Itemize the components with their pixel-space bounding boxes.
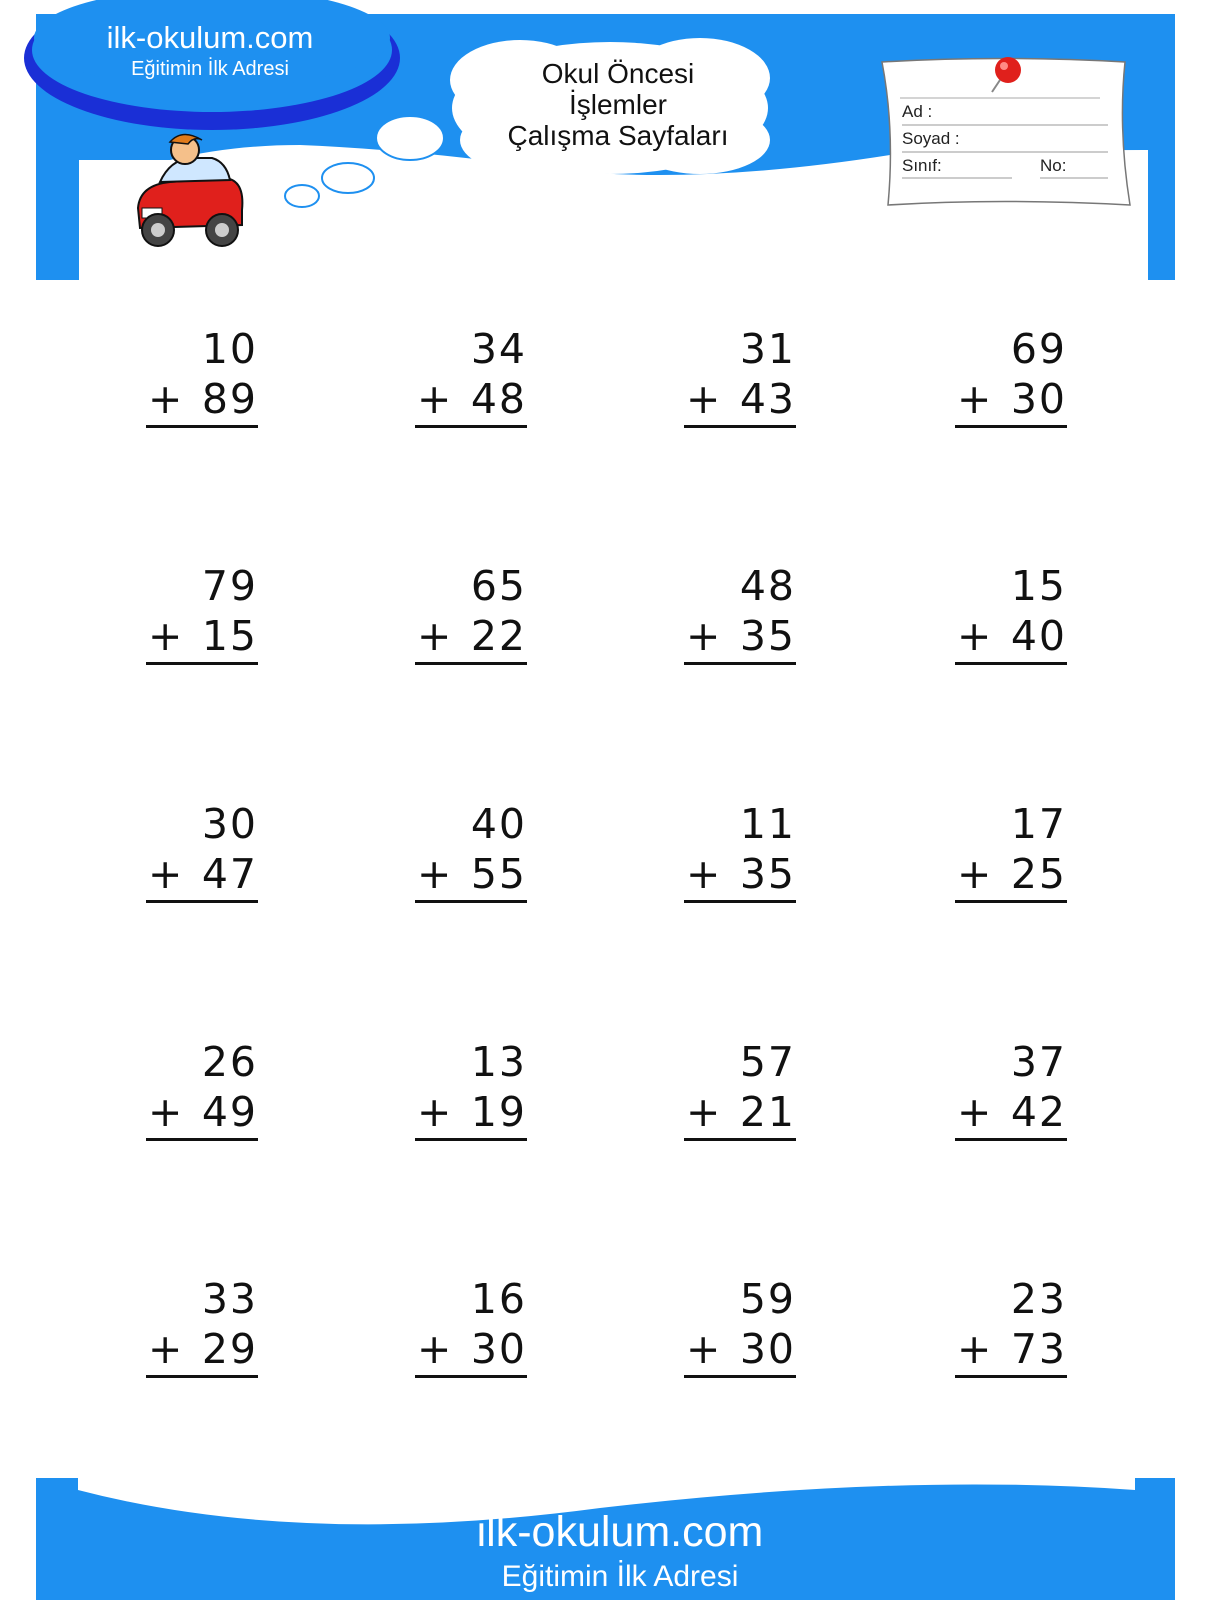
sum-line <box>955 900 1067 903</box>
addition-problem <box>955 1275 1067 1385</box>
number-label: No: <box>1040 156 1067 175</box>
first-addend: 65 <box>470 562 527 610</box>
second-addend: 25 <box>1010 850 1067 898</box>
second-addend: 47 <box>201 850 258 898</box>
plus-sign: + <box>686 850 721 898</box>
first-addend: 11 <box>739 800 796 848</box>
sum-line <box>146 425 258 428</box>
addition-problem <box>415 325 527 435</box>
addition-problem <box>955 1038 1067 1148</box>
first-addend: 10 <box>201 325 258 373</box>
addition-problem <box>415 562 527 672</box>
first-addend: 30 <box>201 800 258 848</box>
first-addend: 26 <box>201 1038 258 1086</box>
addition-problem <box>684 1275 796 1385</box>
second-addend: 55 <box>470 850 527 898</box>
name-label: Ad : <box>902 102 933 121</box>
second-addend: 49 <box>201 1088 258 1136</box>
addition-problem <box>415 1038 527 1148</box>
first-addend: 16 <box>470 1275 527 1323</box>
sum-line <box>415 1375 527 1378</box>
addition-problem <box>146 562 258 672</box>
first-addend: 79 <box>201 562 258 610</box>
plus-sign: + <box>686 1088 721 1136</box>
class-label: Sınıf: <box>902 156 942 175</box>
plus-sign: + <box>957 1325 992 1373</box>
second-addend: 30 <box>470 1325 527 1373</box>
addition-problem <box>684 562 796 672</box>
addition-problem <box>415 1275 527 1385</box>
first-addend: 33 <box>201 1275 258 1323</box>
sum-line <box>415 900 527 903</box>
first-addend: 59 <box>739 1275 796 1323</box>
first-addend: 23 <box>1010 1275 1067 1323</box>
plus-sign: + <box>417 1088 452 1136</box>
sum-line <box>415 425 527 428</box>
second-addend: 21 <box>739 1088 796 1136</box>
plus-sign: + <box>148 850 183 898</box>
plus-sign: + <box>417 850 452 898</box>
addition-problem <box>955 325 1067 435</box>
sum-line <box>146 1375 258 1378</box>
first-addend: 37 <box>1010 1038 1067 1086</box>
plus-sign: + <box>417 612 452 660</box>
plus-sign: + <box>957 375 992 423</box>
addition-problem <box>684 800 796 910</box>
second-addend: 43 <box>739 375 796 423</box>
first-addend: 15 <box>1010 562 1067 610</box>
second-addend: 30 <box>739 1325 796 1373</box>
addition-problem <box>146 1038 258 1148</box>
first-addend: 57 <box>739 1038 796 1086</box>
addition-problem <box>955 800 1067 910</box>
plus-sign: + <box>957 1088 992 1136</box>
sum-line <box>955 425 1067 428</box>
footer-logo-title: ilk-okulum.com <box>476 1508 764 1556</box>
sum-line <box>146 900 258 903</box>
footer-banner <box>0 1478 1212 1600</box>
plus-sign: + <box>686 1325 721 1373</box>
first-addend: 13 <box>470 1038 527 1086</box>
sum-line <box>146 662 258 665</box>
plus-sign: + <box>686 612 721 660</box>
addition-problem <box>684 1038 796 1148</box>
first-addend: 48 <box>739 562 796 610</box>
addition-problem <box>146 325 258 435</box>
sum-line <box>684 1138 796 1141</box>
sum-line <box>684 900 796 903</box>
title-line-2: İşlemler <box>568 89 667 120</box>
sum-line <box>415 662 527 665</box>
header-logo-title: ilk-okulum.com <box>106 20 314 55</box>
second-addend: 15 <box>201 612 258 660</box>
plus-sign: + <box>148 375 183 423</box>
sum-line <box>955 662 1067 665</box>
second-addend: 30 <box>1010 375 1067 423</box>
second-addend: 35 <box>739 850 796 898</box>
plus-sign: + <box>148 1325 183 1373</box>
addition-problem <box>415 800 527 910</box>
plus-sign: + <box>686 375 721 423</box>
first-addend: 31 <box>739 325 796 373</box>
second-addend: 40 <box>1010 612 1067 660</box>
second-addend: 29 <box>201 1325 258 1373</box>
plus-sign: + <box>148 1088 183 1136</box>
sum-line <box>146 1138 258 1141</box>
surname-label: Soyad : <box>902 129 960 148</box>
first-addend: 34 <box>470 325 527 373</box>
sum-line <box>415 1138 527 1141</box>
header-banner <box>0 0 1212 290</box>
header-logo-subtitle: Eğitimin İlk Adresi <box>131 58 289 80</box>
addition-problem <box>146 800 258 910</box>
second-addend: 35 <box>739 612 796 660</box>
second-addend: 48 <box>470 375 527 423</box>
sum-line <box>684 662 796 665</box>
plus-sign: + <box>957 612 992 660</box>
second-addend: 89 <box>201 375 258 423</box>
addition-problem <box>684 325 796 435</box>
worksheet-title <box>468 58 768 151</box>
second-addend: 19 <box>470 1088 527 1136</box>
second-addend: 73 <box>1010 1325 1067 1373</box>
sum-line <box>684 425 796 428</box>
cartoon-car-illustration <box>130 130 250 255</box>
title-line-3: Çalışma Sayfaları <box>507 120 729 151</box>
first-addend: 69 <box>1010 325 1067 373</box>
title-line-1: Okul Öncesi <box>541 58 695 89</box>
second-addend: 42 <box>1010 1088 1067 1136</box>
sum-line <box>684 1375 796 1378</box>
sum-line <box>955 1375 1067 1378</box>
plus-sign: + <box>417 1325 452 1373</box>
sum-line <box>955 1138 1067 1141</box>
plus-sign: + <box>417 375 452 423</box>
first-addend: 40 <box>470 800 527 848</box>
plus-sign: + <box>148 612 183 660</box>
first-addend: 17 <box>1010 800 1067 848</box>
second-addend: 22 <box>470 612 527 660</box>
plus-sign: + <box>957 850 992 898</box>
addition-problem <box>146 1275 258 1385</box>
addition-problem <box>955 562 1067 672</box>
footer-logo-subtitle: Eğitimin İlk Adresi <box>501 1560 739 1593</box>
